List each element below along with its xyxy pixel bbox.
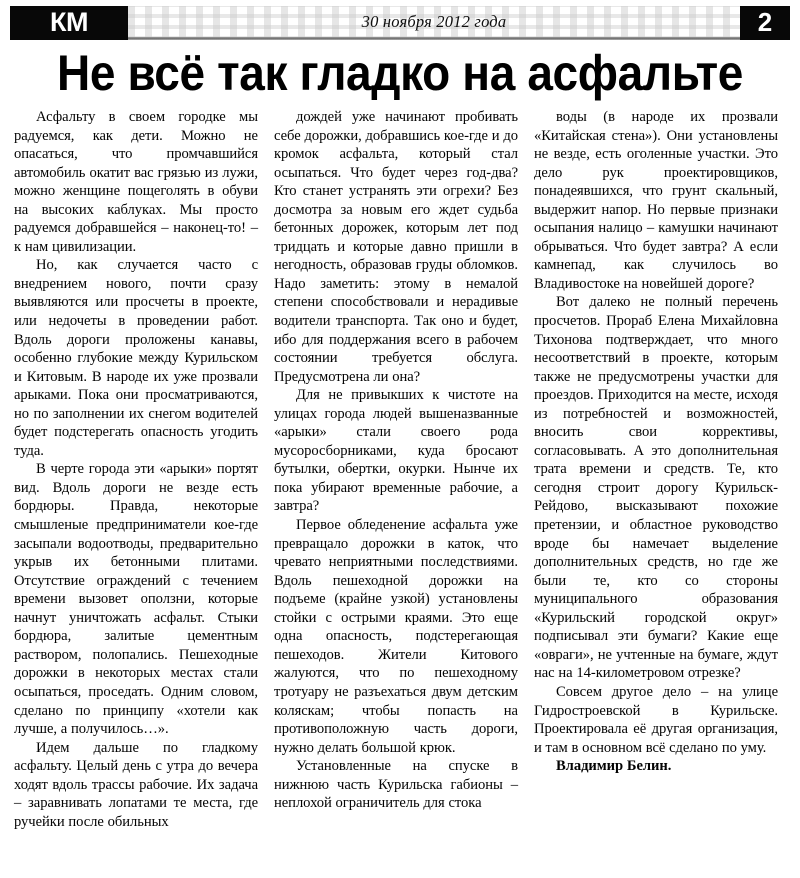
publication-logo: КМ xyxy=(10,6,128,40)
article-body xyxy=(10,108,790,878)
masthead xyxy=(10,6,790,40)
issue-date: 30 ноября 2012 года xyxy=(361,11,507,31)
page-number: 2 xyxy=(740,6,790,40)
paragraph: Асфальту в своем городке мы радуемся, как дети. Можно не опасаться, что промчавшийся автомобиль окатит вас грязью из лужи, можно женщине пощеголять в обуви на высоких каблуках. Мы просто радуемся добравшейся – наконец-то! – к нам цивилизации. xyxy=(14,109,258,255)
paragraph: Совсем другое дело – на улице Гидростроевской в Курильске. Проектировала её другая организация, и там в основном всё сделано по уму. xyxy=(534,683,778,756)
masthead-band xyxy=(128,6,740,40)
paragraph: Вот далеко не полный перечень просчетов. Прораб Елена Михайловна Тихонова подтверждает, что много несоответствий в проекте, которым также не предусмотрены участки для проездов. Приходится на месте, исходя из потребностей и возможностей, вносить свои коррективы, согласовывать. А это дополнительная трата времени и средств. Те, кто сегодня строит дорогу Курильск-Рейдово, высказывают похожие претензии, и областное руководство вроде бы намечает выделение дополнительных средств, но где же были те, кто со стороны муниципального образования «Курильский городской округ» подписывал эти бумаги? Какие еще «овраги», не учтенные на бумаге, ждут нас на 14-километровом отрезке? xyxy=(534,294,778,682)
paragraph: Установленные на спуске в нижнюю часть Курильска габионы – неплохой ограничитель для стока xyxy=(274,758,518,812)
paragraph: Первое обледенение асфальта уже превращало дорожки в каток, что чревато неприятными последствиями. Вдоль пешеходной дорожки на подъеме (крайне узкой) установлены стойки с острыми краями. Это еще одна опасность, подстерегающая пешеходов. Жители Китового жалуются, что по пешеходному тротуару не разъехаться двум детским коляскам; чтобы попасть на противоположную часть дороги, нужно делать большой крюк. xyxy=(274,517,518,756)
article-headline: Не всё так гладко на асфальте xyxy=(57,45,743,101)
paragraph: Для не привыкших к чистоте на улицах города людей вышеназванные «арыки» стали своего рода мусоросборниками, куда бросают бутылки, обертки, окурки. Нынче их пока убирают временные рабочие, а завтра? xyxy=(274,387,518,515)
text-column-2 xyxy=(270,108,522,878)
article-byline: Владимир Белин. xyxy=(556,758,672,775)
text-column-1 xyxy=(10,108,262,878)
paragraph: дождей уже начинают пробивать себе дорожки, добравшись кое-где и до кромок асфальта, который стал осыпаться. Что будет через год-два? Кто станет устранять эти огрехи? Без досмотра за новым его ждет судьба бетонных дорожек, которым лет под тридцать и которые давно пришли в негодность, образовав груды обломков. Надо заметить: этому в немалой степени способствовали и нерадивые водители транспорта. Так оно и будет, ибо для поддержания всего в рабочем состоянии требуется обслуга. Предусмотрена ли она? xyxy=(274,109,518,385)
paragraph: воды (в народе их прозвали «Китайская стена»). Они установлены не везде, есть оголенные участки. Это дело рук проектировщиков, понадеявшихся, что грунт скальный, выдержит напор. Но первые признаки осыпания налицо – камушки начинают обрываться. Что будет завтра? А если камнепад, как случилось во Владивостоке на новейшей дороге? xyxy=(534,109,778,292)
paragraph: Идем дальше по гладкому асфальту. Целый день с утра до вечера ходят вдоль трассы рабочие. Их задача – заравнивать лопатами те места, где ручейки после обильных xyxy=(14,739,258,830)
paragraph: В черте города эти «арыки» портят вид. Вдоль дороги не везде есть бордюры. Правда, некоторые смышленые предприниматели кое-где засыпали водоотводы, предварительно укрыв их бетонными плитами. Отсутствие ограждений с течением времени вызовет оползни, которые начнут уничтожать асфальт. Стыки бордюра, залитые цементным раствором, полопались. Пешеходные дорожки в некоторых местах стали осыпаться, проседать. Одним словом, сделано по принципу «хотели как лучше, а получилось…». xyxy=(14,461,258,738)
text-column-3 xyxy=(530,108,782,878)
paragraph: Но, как случается часто с внедрением нового, почти сразу выявляются или просчеты в проекте, или недочеты в проведении работ. Вдоль дороги проложены канавы, особенно глубокие между Курильском и Китовым. В народе их уже прозвали арыками. Пока они просматриваются, но по заполнении их снегом водителей будет подстерегать опасность угодить туда. xyxy=(14,257,258,459)
